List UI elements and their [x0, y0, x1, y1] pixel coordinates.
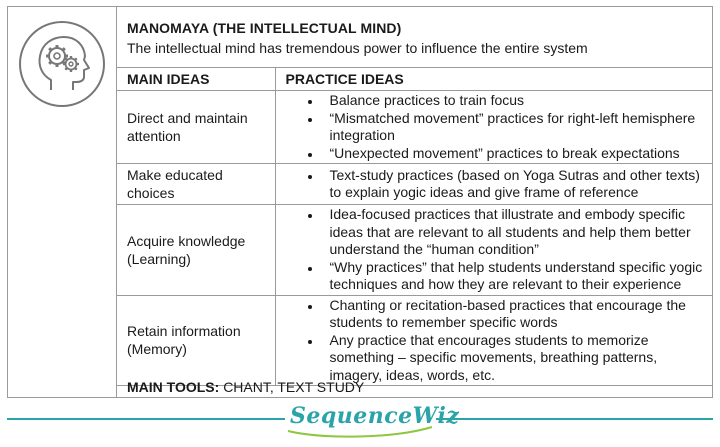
- page-title: MANOMAYA (THE INTELLECTUAL MIND): [127, 20, 402, 36]
- list-item: • Idea-focused practices that illustrate and embody specific ideas that are relevant to all students and help them better understand the “human condition”: [322, 206, 708, 259]
- practice-ideas-cell: [275, 91, 713, 164]
- practice-ideas-cell: [275, 164, 713, 205]
- main-idea-cell: Direct and maintain attention: [117, 91, 275, 164]
- main-tools-value: CHANT, TEXT STUDY: [223, 379, 365, 395]
- list-item: • Text-study practices (based on Yoga Sutras and other texts) to explain yogic ideas and give frame of reference: [322, 167, 708, 202]
- ideas-table: [117, 67, 713, 386]
- column-header-main-ideas: MAIN IDEAS: [117, 68, 275, 91]
- table-row: [117, 164, 713, 205]
- footer-divider-left: [7, 418, 285, 420]
- content-area: [117, 6, 713, 398]
- practice-list: [276, 297, 708, 385]
- list-item: • Chanting or recitation-based practices that encourage the students to remember specific words: [322, 297, 708, 332]
- practice-list: [276, 167, 708, 202]
- icon-cell: [7, 6, 117, 398]
- table-row: [117, 295, 713, 386]
- head-gears-icon: [18, 20, 106, 108]
- main-tools: [127, 379, 364, 395]
- practice-list: [276, 206, 708, 294]
- table-row: [117, 91, 713, 164]
- table-header-row: [117, 68, 713, 91]
- practice-ideas-cell: [275, 295, 713, 386]
- list-item: • Balance practices to train focus: [322, 92, 708, 110]
- main-idea-cell: Make educated choices: [117, 164, 275, 205]
- list-item: • “Mismatched movement” practices for right-left hemisphere integration: [322, 110, 708, 145]
- main-idea-cell: Acquire knowledge (Learning): [117, 205, 275, 296]
- list-item: • “Unexpected movement” practices to break expectations: [322, 145, 708, 163]
- page-subtitle: The intellectual mind has tremendous power to influence the entire system: [127, 40, 588, 56]
- list-item: • Any practice that encourages students to memorize something – specific movements, breathing patterns, imagery, ideas, words, etc.: [322, 332, 708, 385]
- practice-list: [276, 92, 708, 162]
- main-tools-label: MAIN TOOLS:: [127, 379, 220, 395]
- main-idea-cell: Retain information (Memory): [117, 295, 275, 386]
- table-row: [117, 205, 713, 296]
- list-item: • “Why practices” that help students understand specific yogic techniques and how they are relevant to their experience: [322, 259, 708, 294]
- brand-logo-text: SequenceWiz: [290, 403, 460, 429]
- brand-logo: [282, 401, 460, 441]
- column-header-practice-ideas: PRACTICE IDEAS: [275, 68, 713, 91]
- footer-divider-right: [436, 418, 713, 420]
- practice-ideas-cell: [275, 205, 713, 296]
